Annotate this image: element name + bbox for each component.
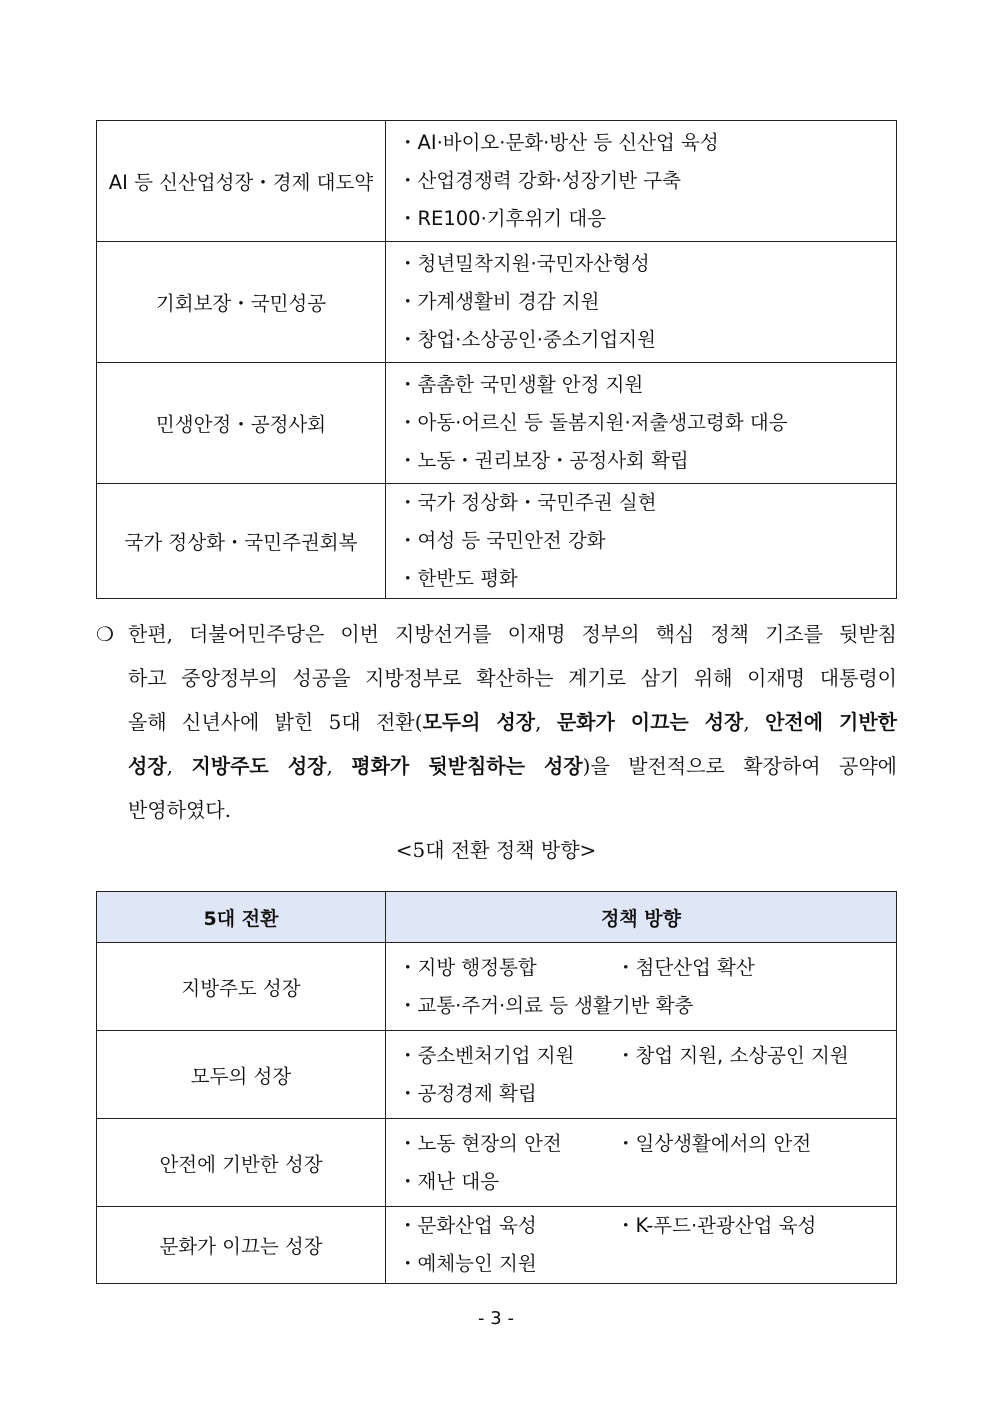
body-paragraph xyxy=(96,612,897,832)
list-item: ・노동 현장의 안전 xyxy=(398,1131,562,1155)
list-item: ・문화산업 육성 xyxy=(398,1214,537,1237)
list-item: ・여성 등 국민안전 강화 xyxy=(398,529,606,552)
table-row xyxy=(97,121,897,242)
table-row xyxy=(97,1207,897,1284)
list-item: ・청년밀착지원·국민자산형성 xyxy=(398,252,650,275)
page-number: - 3 - xyxy=(478,1308,514,1329)
policy-table-1 xyxy=(96,120,897,599)
list-item: ・산업경쟁력 강화·성장기반 구축 xyxy=(398,169,681,192)
paragraph-line: 하고 중앙정부의 성공을 지방정부로 확산하는 계기로 삼기 위해 이재명 대통령이 xyxy=(128,666,897,690)
column-header: 5대 전환 xyxy=(97,892,386,943)
row-label: 문화가 이끄는 성장 xyxy=(97,1207,386,1284)
row-items xyxy=(386,121,897,242)
table-row xyxy=(97,943,897,1031)
row-items xyxy=(386,943,897,1031)
list-item: ・K-푸드·관광산업 육성 xyxy=(616,1214,817,1237)
policy-table-2 xyxy=(96,891,897,1284)
paragraph-line: 한편, 더불어민주당은 이번 지방선거를 이재명 정부의 핵심 정책 기조를 뒷받침 xyxy=(128,622,897,646)
list-item: ・예체능인 지원 xyxy=(398,1252,537,1275)
list-item: ・가계생활비 경감 지원 xyxy=(398,290,600,313)
table-row xyxy=(97,1119,897,1207)
row-label: 민생안정・공정사회 xyxy=(97,363,386,484)
list-item: ・중소벤처기업 지원 xyxy=(398,1043,575,1067)
table-row xyxy=(97,1031,897,1119)
paragraph-line: 올해 신년사에 밝힌 5대 전환(모두의 성장, 문화가 이끄는 성장, 안전에 기반한 xyxy=(128,710,897,734)
list-item: ・RE100·기후위기 대응 xyxy=(398,207,607,230)
list-item: ・촘촘한 국민생활 안정 지원 xyxy=(398,373,644,396)
row-label: AI 등 신산업성장・경제 대도약 xyxy=(97,121,386,242)
bold-phrase: 모두의 성장 xyxy=(422,710,536,734)
circle-bullet-icon: ❍ xyxy=(96,622,114,646)
list-item: ・국가 정상화・국민주권 실현 xyxy=(398,491,657,514)
list-item: ・재난 대응 xyxy=(398,1169,500,1193)
row-label: 모두의 성장 xyxy=(97,1031,386,1119)
column-header: 정책 방향 xyxy=(386,892,897,943)
bold-phrase: 문화가 이끄는 성장 xyxy=(556,710,744,734)
row-items xyxy=(386,1119,897,1207)
row-items xyxy=(386,242,897,363)
list-item: ・노동・권리보장・공정사회 확립 xyxy=(398,449,689,472)
row-items xyxy=(386,363,897,484)
bold-phrase: 안전에 기반한 xyxy=(765,710,897,734)
table-row xyxy=(97,363,897,484)
paragraph-line: 성장, 지방주도 성장, 평화가 뒷받침하는 성장)을 발전적으로 확장하여 공약에 xyxy=(128,754,897,778)
list-item: ・한반도 평화 xyxy=(398,567,518,590)
bold-phrase: 성장 xyxy=(128,754,167,778)
list-item: ・AI·바이오·문화·방산 등 신산업 육성 xyxy=(398,131,719,154)
row-label: 기회보장・국민성공 xyxy=(97,242,386,363)
list-item: ・아동·어르신 등 돌봄지원·저출생고령화 대응 xyxy=(398,411,788,434)
list-item: ・창업 지원, 소상공인 지원 xyxy=(616,1043,849,1067)
list-item: ・공정경제 확립 xyxy=(398,1081,537,1105)
row-items xyxy=(386,1031,897,1119)
table-row xyxy=(97,242,897,363)
row-items xyxy=(386,484,897,599)
row-label: 국가 정상화・국민주권회복 xyxy=(97,484,386,599)
table-row xyxy=(97,484,897,599)
paragraph-line: 반영하였다. xyxy=(128,798,231,822)
table-header-row xyxy=(97,892,897,943)
list-item: ・첨단산업 확산 xyxy=(616,955,755,979)
bold-phrase: 평화가 뒷받침하는 성장 xyxy=(351,754,583,778)
table-caption: <5대 전환 정책 방향> xyxy=(395,838,597,862)
row-label: 안전에 기반한 성장 xyxy=(97,1119,386,1207)
list-item: ・일상생활에서의 안전 xyxy=(616,1131,812,1155)
row-label: 지방주도 성장 xyxy=(97,943,386,1031)
list-item: ・교통·주거·의료 등 생활기반 확충 xyxy=(398,993,694,1017)
list-item: ・지방 행정통합 xyxy=(398,955,537,979)
bold-phrase: 지방주도 성장 xyxy=(191,754,327,778)
row-items xyxy=(386,1207,897,1284)
list-item: ・창업·소상공인·중소기업지원 xyxy=(398,328,656,351)
